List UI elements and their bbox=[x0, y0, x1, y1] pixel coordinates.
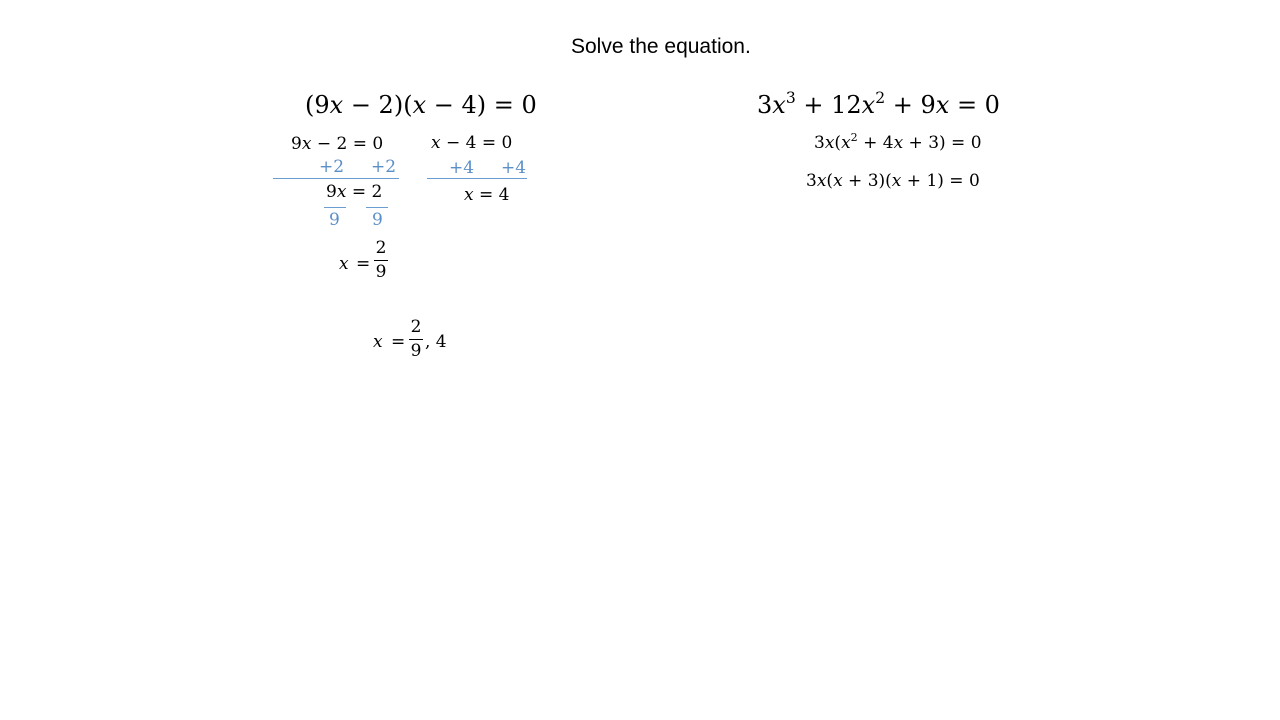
final-answer-fraction: 2 9 bbox=[410, 317, 422, 361]
final-answer-variable: x bbox=[373, 332, 383, 352]
divide-bar-1 bbox=[324, 207, 346, 208]
equation-right: $3x^3 + 12x^2 + 9x = 0$ bbox=[757, 88, 1000, 119]
divide-by-left: 9 bbox=[329, 210, 340, 230]
solution-b: x = 4 bbox=[464, 185, 510, 205]
final-answer-tail: , 4 bbox=[425, 332, 447, 352]
factor-a-equation: 9x − 2 = 0 bbox=[291, 134, 384, 154]
add-step-a-left: +2 bbox=[319, 157, 345, 177]
factor-b-equation: x − 4 = 0 bbox=[431, 133, 513, 153]
step-divider-a bbox=[273, 178, 399, 179]
factor-step-1: $3x(x^2 + 4x + 3) = 0$ bbox=[814, 130, 982, 153]
final-answer-equals: = bbox=[391, 332, 406, 352]
add-step-a-right: +2 bbox=[371, 157, 397, 177]
step-a-result: 9x = 2 bbox=[326, 182, 383, 202]
equation-left: (9x − 2)(x − 4) = 0 bbox=[305, 91, 537, 119]
divide-by-right: 9 bbox=[372, 210, 383, 230]
add-step-b-right: +4 bbox=[501, 158, 527, 178]
step-divider-b bbox=[427, 178, 527, 179]
page-title: Solve the equation. bbox=[571, 35, 751, 58]
factor-step-2: 3x(x + 3)(x + 1) = 0 bbox=[806, 171, 980, 191]
divide-bar-2 bbox=[366, 207, 388, 208]
solution-a-variable: x bbox=[339, 254, 349, 274]
solution-a-equals: = bbox=[356, 254, 371, 274]
add-step-b-left: +4 bbox=[449, 158, 475, 178]
solution-a-fraction: 2 9 bbox=[375, 238, 387, 282]
